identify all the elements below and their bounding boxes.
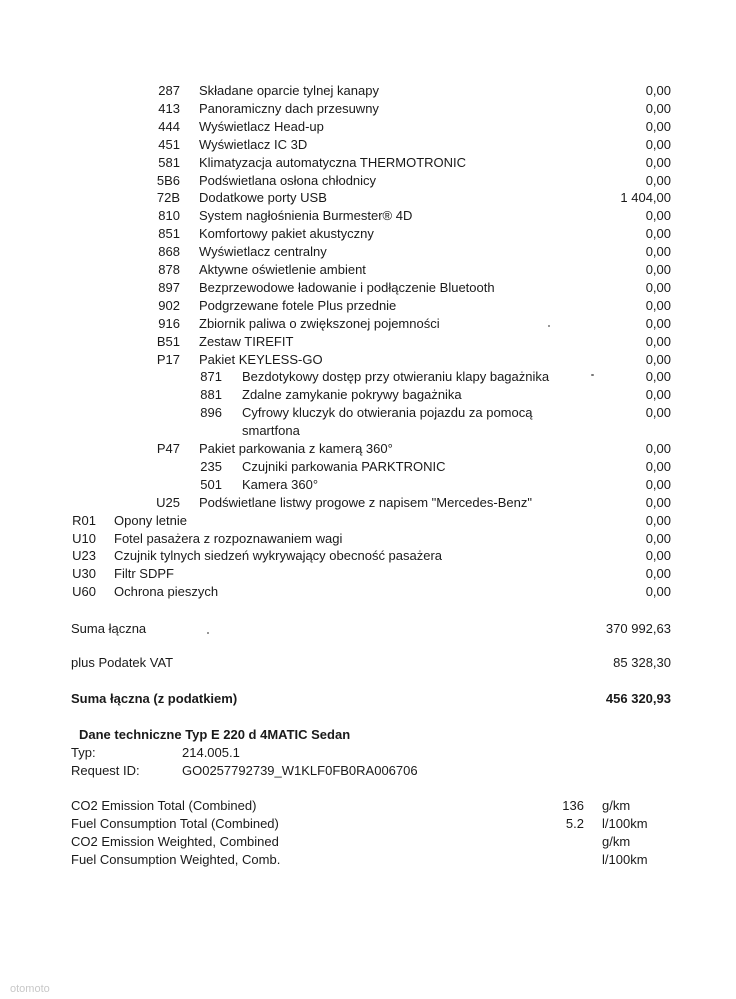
emission-unit: g/km <box>602 834 631 849</box>
option-price: 0,00 <box>645 118 671 134</box>
option-price: 0,00 <box>645 369 671 385</box>
emission-label: Fuel Consumption Weighted, Comb. <box>71 852 281 867</box>
option-row <box>0 261 736 279</box>
option-code: 868 <box>158 244 180 260</box>
emission-unit: l/100km <box>602 816 648 831</box>
emission-row <box>0 797 736 815</box>
option-row <box>0 476 736 494</box>
option-price: 1 404,00 <box>620 190 671 206</box>
option-description: Kamera 360° <box>242 476 319 492</box>
option-code: 810 <box>158 208 180 224</box>
option-description: Opony letnie <box>114 512 187 528</box>
option-row <box>0 315 736 333</box>
option-row <box>0 404 736 422</box>
option-code: 896 <box>200 405 222 421</box>
option-price: 0,00 <box>645 297 671 313</box>
option-row <box>0 279 736 297</box>
option-description: Czujniki parkowania PARKTRONIC <box>242 458 446 474</box>
request-row <box>0 762 736 780</box>
option-row <box>0 494 736 512</box>
option-row <box>0 154 736 172</box>
option-description: Zestaw TIREFIT <box>199 333 294 349</box>
option-row <box>0 136 736 154</box>
option-row <box>0 565 736 583</box>
net-total-value: 370 992,63 <box>605 621 671 636</box>
scan-speck <box>207 632 209 634</box>
option-code: U25 <box>156 494 180 510</box>
scan-speck <box>591 374 594 376</box>
type-value: 214.005.1 <box>182 745 240 760</box>
option-row <box>0 100 736 118</box>
emission-unit: g/km <box>602 798 631 813</box>
type-row <box>0 744 736 762</box>
option-code: 878 <box>158 262 180 277</box>
option-description: Panoramiczny dach przesuwny <box>199 100 379 116</box>
option-price: 0,00 <box>645 530 671 546</box>
option-code: 413 <box>158 100 180 116</box>
option-code: 871 <box>200 369 222 385</box>
option-code: 916 <box>158 315 180 331</box>
option-price: 0,00 <box>645 136 671 152</box>
option-description: Podgrzewane fotele Plus przednie <box>199 297 397 313</box>
option-price: 0,00 <box>645 548 671 564</box>
option-row <box>0 351 736 369</box>
option-price: 0,00 <box>645 584 671 600</box>
option-price: 0,00 <box>645 315 671 331</box>
option-code: U23 <box>72 548 96 564</box>
vat-value: 85 328,30 <box>613 655 671 670</box>
option-code: 881 <box>200 387 222 403</box>
option-row <box>0 368 736 386</box>
option-price: 0,00 <box>645 226 671 242</box>
emission-unit: l/100km <box>602 852 648 867</box>
request-label: Request ID: <box>71 763 140 778</box>
option-row <box>0 583 736 601</box>
emission-row <box>0 851 736 869</box>
option-code: U30 <box>72 566 96 582</box>
option-description: System nagłośnienia Burmester® 4D <box>199 208 413 224</box>
option-description: Wyświetlacz Head-up <box>199 118 324 134</box>
option-description: Zbiornik paliwa o zwiększonej pojemności <box>199 315 440 331</box>
option-code: 444 <box>158 118 180 134</box>
option-row <box>0 333 736 351</box>
option-code: P17 <box>156 351 180 367</box>
option-description: Bezdotykowy dostęp przy otwieraniu klapy bagażnika <box>242 369 550 385</box>
option-row <box>0 189 736 207</box>
option-code: 72B <box>156 190 180 206</box>
option-price: 0,00 <box>645 279 671 295</box>
option-code: 451 <box>158 136 180 152</box>
option-description: Podświetlane listwy progowe z napisem "Mercedes-Benz" <box>199 494 532 510</box>
option-price: 0,00 <box>645 333 671 349</box>
option-description: Klimatyzacja automatyczna THERMOTRONIC <box>199 154 467 170</box>
option-price: 0,00 <box>645 441 671 456</box>
type-label: Typ: <box>71 745 96 760</box>
option-price: 0,00 <box>645 100 671 116</box>
option-description: Ochrona pieszych <box>114 584 219 600</box>
option-row <box>0 297 736 315</box>
vat-label: plus Podatek VAT <box>71 655 174 670</box>
option-price: 0,00 <box>645 405 671 421</box>
option-row <box>0 547 736 565</box>
option-description: Zdalne zamykanie pokrywy bagażnika <box>242 387 462 403</box>
option-price: 0,00 <box>645 262 671 277</box>
option-description: Dodatkowe porty USB <box>199 190 327 206</box>
option-price: 0,00 <box>645 172 671 188</box>
option-row <box>0 440 736 458</box>
option-description: Pakiet parkowania z kamerą 360° <box>199 441 393 456</box>
option-code: 501 <box>200 476 222 492</box>
option-code: 235 <box>200 458 222 474</box>
option-row <box>0 82 736 100</box>
option-row <box>0 207 736 225</box>
emission-label: CO2 Emission Total (Combined) <box>71 798 257 813</box>
option-price: 0,00 <box>645 512 671 528</box>
option-description: Wyświetlacz IC 3D <box>199 136 308 152</box>
option-price: 0,00 <box>645 351 671 367</box>
option-row <box>0 386 736 404</box>
option-price: 0,00 <box>645 154 671 170</box>
option-row <box>0 512 736 530</box>
option-row <box>0 225 736 243</box>
option-row <box>0 530 736 548</box>
option-code: 902 <box>158 297 180 313</box>
option-row <box>0 172 736 190</box>
option-code: 897 <box>158 279 180 295</box>
option-code: 581 <box>158 154 180 170</box>
option-description: Wyświetlacz centralny <box>199 244 327 260</box>
emission-label: Fuel Consumption Total (Combined) <box>71 816 279 831</box>
option-code: 5B6 <box>156 172 180 188</box>
option-description: Podświetlana osłona chłodnicy <box>199 172 377 188</box>
watermark-logo: otomoto <box>10 983 50 995</box>
emission-label: CO2 Emission Weighted, Combined <box>71 834 279 849</box>
option-description: Fotel pasażera z rozpoznawaniem wagi <box>114 530 343 546</box>
option-description: Bezprzewodowe ładowanie i podłączenie Bluetooth <box>199 279 495 295</box>
option-code: 851 <box>158 226 180 242</box>
option-row <box>0 243 736 261</box>
option-code: U10 <box>72 530 96 546</box>
option-code: B51 <box>156 333 180 349</box>
emission-value: 5.2 <box>565 816 584 831</box>
option-description: Pakiet KEYLESS-GO <box>199 351 323 367</box>
option-price: 0,00 <box>645 208 671 224</box>
option-price: 0,00 <box>645 83 671 98</box>
gross-total-value: 456 320,93 <box>605 691 671 706</box>
emission-row <box>0 833 736 851</box>
option-row <box>0 458 736 476</box>
net-total-label: Suma łączna <box>71 621 147 636</box>
option-description: Komfortowy pakiet akustyczny <box>199 226 374 242</box>
option-description-continued: smartfona <box>242 423 300 439</box>
option-code: 287 <box>158 83 180 98</box>
option-code: U60 <box>72 584 96 600</box>
option-code: P47 <box>156 441 180 456</box>
option-description: Czujnik tylnych siedzeń wykrywający obecność pasażera <box>114 548 443 564</box>
option-price: 0,00 <box>645 566 671 582</box>
option-description: Aktywne oświetlenie ambient <box>199 262 366 277</box>
emission-value: 136 <box>562 798 584 813</box>
scan-speck <box>548 325 550 327</box>
option-row <box>0 118 736 136</box>
gross-total-label: Suma łączna (z podatkiem) <box>71 691 238 706</box>
request-value: GO0257792739_W1KLF0FB0RA006706 <box>182 763 418 778</box>
option-price: 0,00 <box>645 476 671 492</box>
option-price: 0,00 <box>645 244 671 260</box>
option-code: R01 <box>72 512 96 528</box>
option-price: 0,00 <box>645 494 671 510</box>
emission-row <box>0 815 736 833</box>
tech-title: Dane techniczne Typ E 220 d 4MATIC Sedan <box>79 727 351 742</box>
option-price: 0,00 <box>645 387 671 403</box>
option-price: 0,00 <box>645 458 671 474</box>
option-description: Cyfrowy kluczyk do otwierania pojazdu za pomocą <box>242 405 533 421</box>
option-description: Filtr SDPF <box>114 566 174 582</box>
option-description: Składane oparcie tylnej kanapy <box>199 83 379 98</box>
